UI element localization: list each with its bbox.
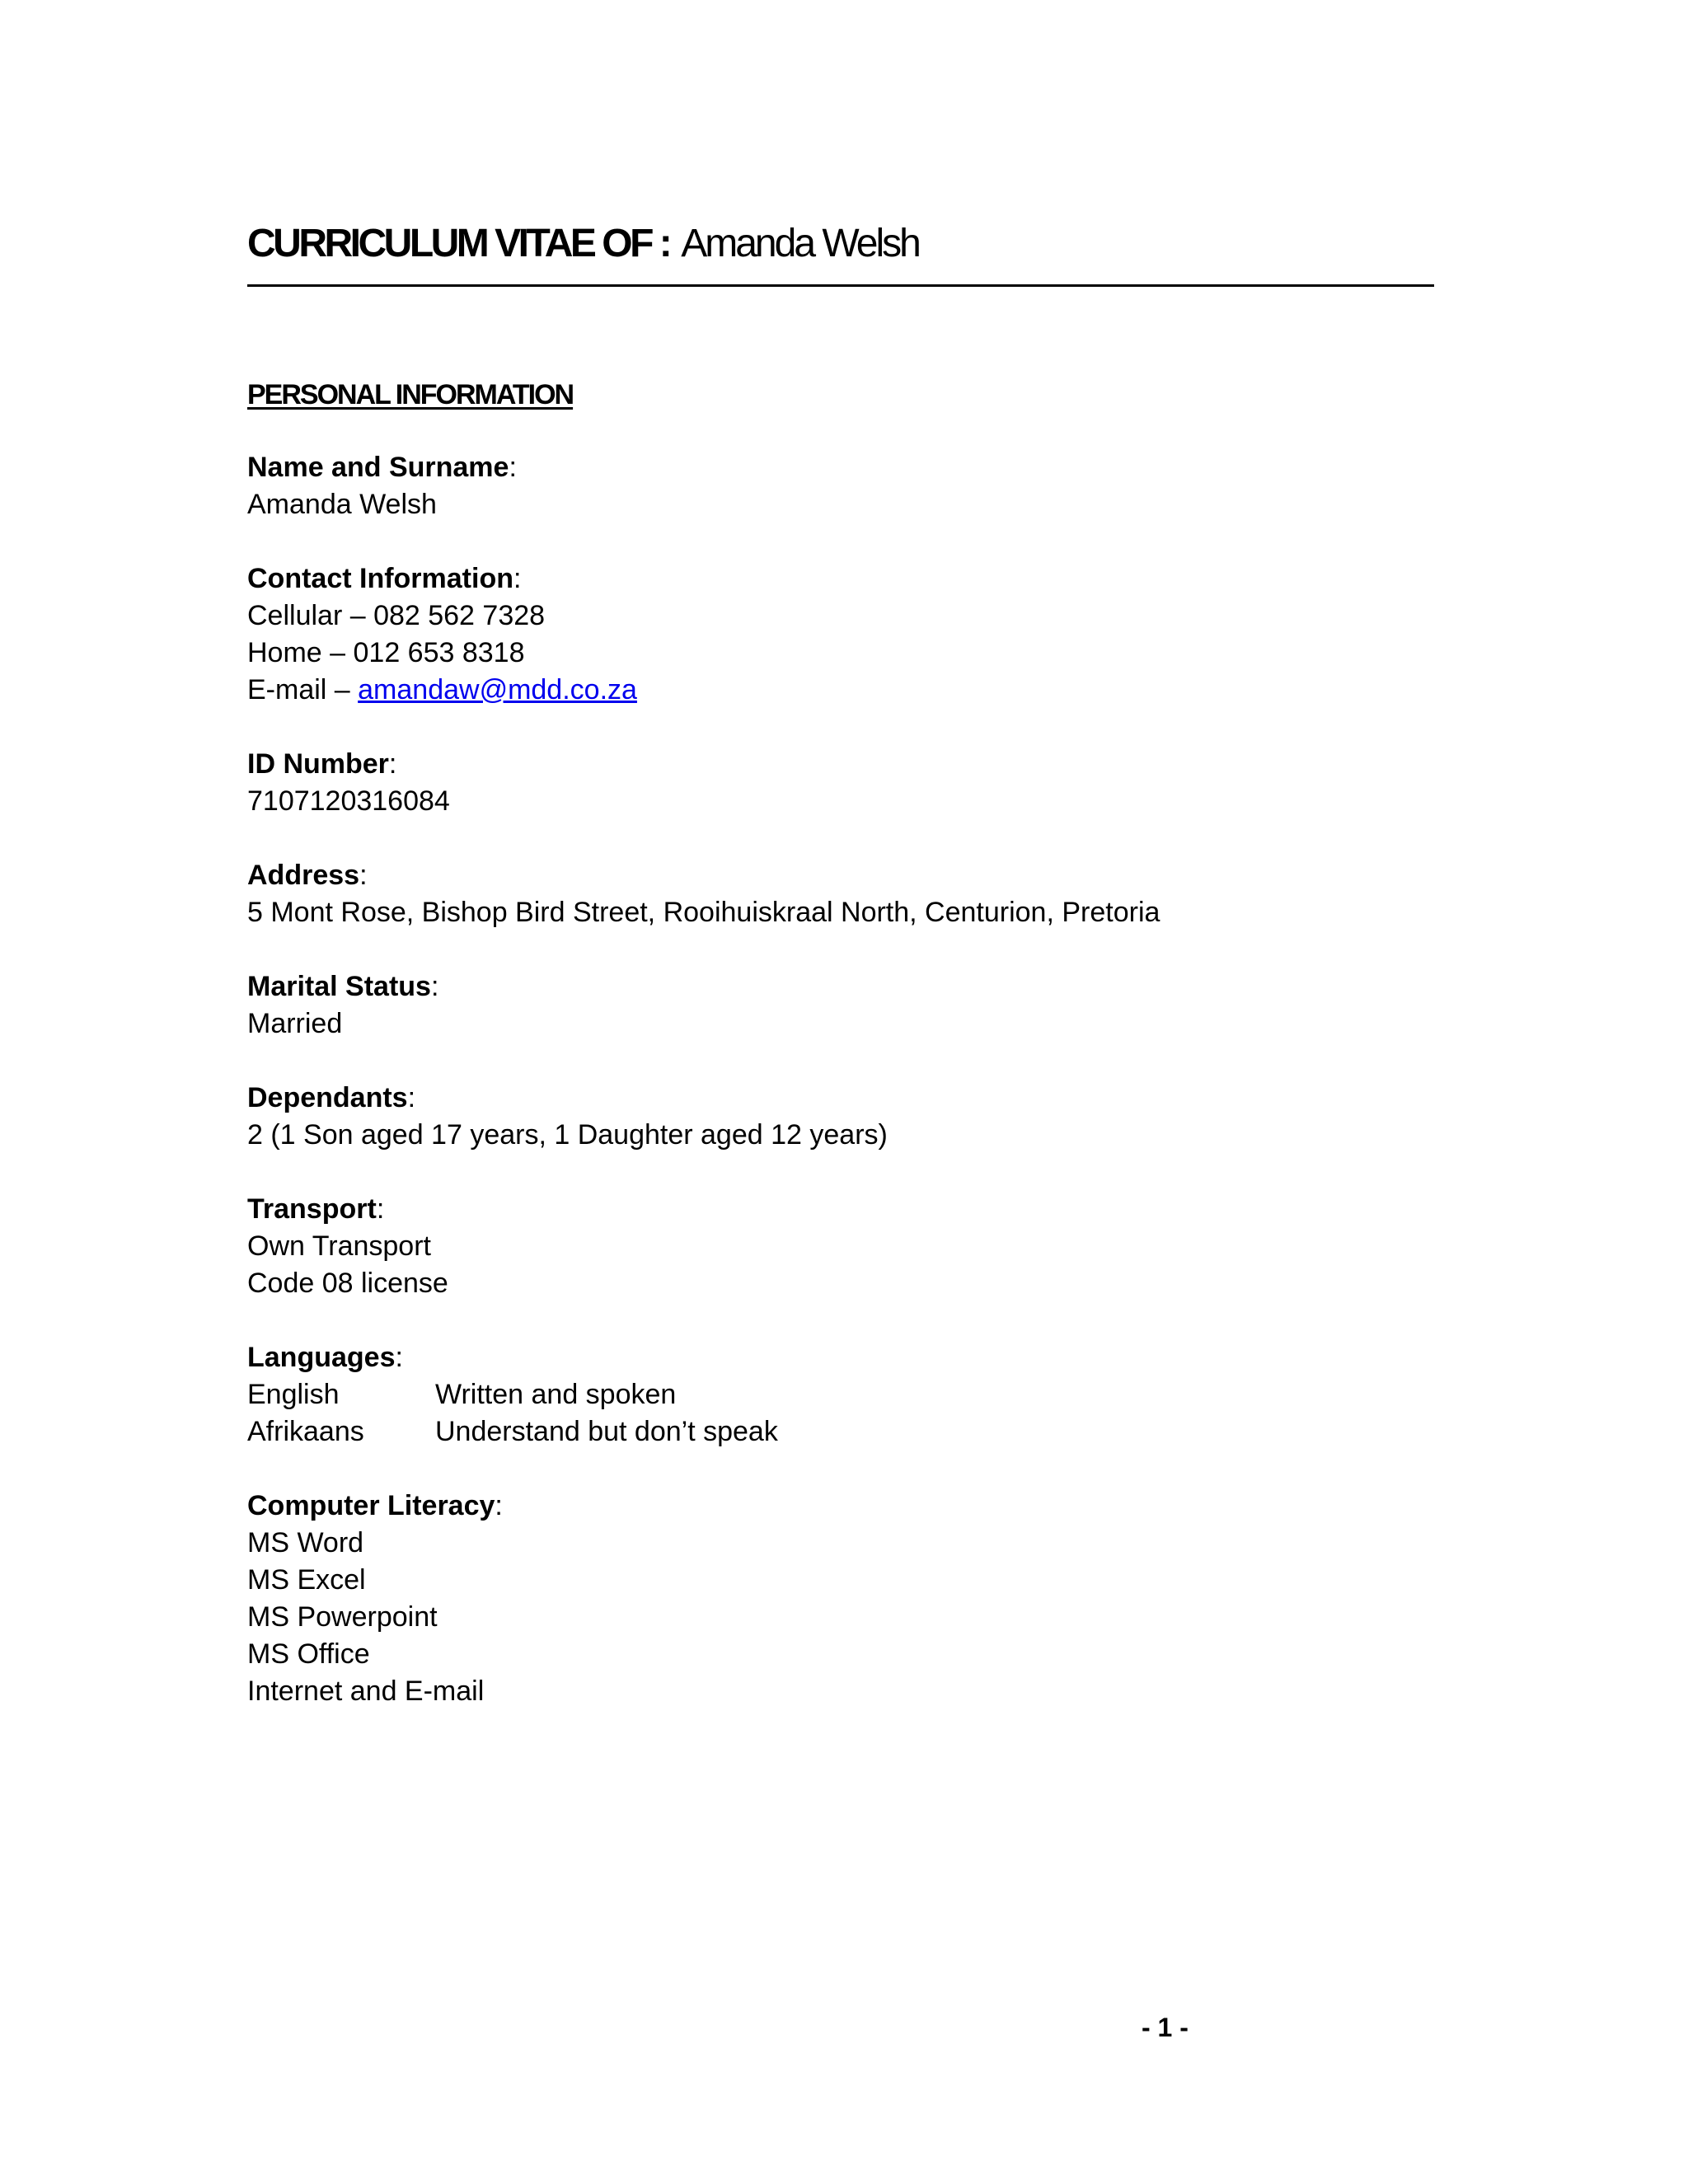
transport-item: Own Transport bbox=[247, 1230, 431, 1262]
cv-title-label: CURRICULUM VITAE OF : bbox=[247, 222, 670, 265]
field-name-value: Amanda Welsh bbox=[247, 489, 437, 520]
field-dependants-label: Dependants bbox=[247, 1082, 408, 1113]
field-address bbox=[247, 857, 1434, 931]
contact-email-prefix: E-mail – bbox=[247, 674, 359, 705]
field-id-number bbox=[247, 746, 1434, 820]
field-marital-status-value: Married bbox=[247, 1008, 343, 1039]
computer-literacy-item: Internet and E-mail bbox=[247, 1675, 485, 1707]
field-contact bbox=[247, 560, 1434, 709]
field-dependants-value: 2 (1 Son aged 17 years, 1 Daughter aged 12 years) bbox=[247, 1119, 888, 1151]
language-name: English bbox=[247, 1379, 340, 1410]
field-languages bbox=[247, 1339, 1434, 1451]
personal-information-content bbox=[247, 449, 1434, 1747]
contact-email-line bbox=[247, 672, 1434, 709]
contact-home: Home – 012 653 8318 bbox=[247, 637, 525, 668]
computer-literacy-item: MS Office bbox=[247, 1638, 370, 1670]
field-transport-label: Transport bbox=[247, 1193, 377, 1225]
page-number: - 1 - bbox=[1142, 2013, 1189, 2042]
language-name: Afrikaans bbox=[247, 1416, 364, 1447]
language-level: Written and spoken bbox=[435, 1379, 677, 1410]
field-name-label: Name and Surname bbox=[247, 452, 509, 483]
field-computer-literacy bbox=[247, 1488, 1434, 1710]
cv-title bbox=[247, 221, 1434, 287]
field-address-label: Address bbox=[247, 860, 360, 891]
language-level: Understand but don’t speak bbox=[435, 1416, 778, 1447]
computer-literacy-item: MS Excel bbox=[247, 1564, 366, 1596]
label-colon: : bbox=[495, 1490, 503, 1521]
label-colon: : bbox=[407, 1082, 416, 1113]
field-marital-status bbox=[247, 968, 1434, 1043]
transport-item: Code 08 license bbox=[247, 1268, 448, 1299]
label-colon: : bbox=[430, 971, 439, 1002]
computer-literacy-item: MS Word bbox=[247, 1527, 364, 1558]
cv-title-name: Amanda Welsh bbox=[681, 222, 919, 265]
field-address-value: 5 Mont Rose, Bishop Bird Street, Rooihuiskraal North, Centurion, Pretoria bbox=[247, 897, 1160, 928]
email-link[interactable]: amandaw@mdd.co.za bbox=[358, 674, 637, 705]
field-id-number-value: 7107120316084 bbox=[247, 785, 450, 817]
language-row bbox=[247, 1413, 1434, 1451]
section-heading-personal-information: PERSONAL INFORMATION bbox=[247, 379, 574, 410]
field-languages-label: Languages bbox=[247, 1342, 396, 1373]
label-colon: : bbox=[509, 452, 517, 483]
field-computer-literacy-label: Computer Literacy bbox=[247, 1490, 495, 1521]
label-colon: : bbox=[376, 1193, 385, 1225]
field-contact-label: Contact Information bbox=[247, 563, 513, 594]
label-colon: : bbox=[359, 860, 368, 891]
field-transport bbox=[247, 1191, 1434, 1302]
field-name bbox=[247, 449, 1434, 523]
field-dependants bbox=[247, 1080, 1434, 1154]
field-id-number-label: ID Number bbox=[247, 748, 389, 780]
language-row bbox=[247, 1376, 1434, 1413]
contact-cellular: Cellular – 082 562 7328 bbox=[247, 600, 546, 631]
label-colon: : bbox=[513, 563, 522, 594]
label-colon: : bbox=[395, 1342, 403, 1373]
computer-literacy-item: MS Powerpoint bbox=[247, 1601, 438, 1633]
label-colon: : bbox=[388, 748, 397, 780]
field-marital-status-label: Marital Status bbox=[247, 971, 431, 1002]
